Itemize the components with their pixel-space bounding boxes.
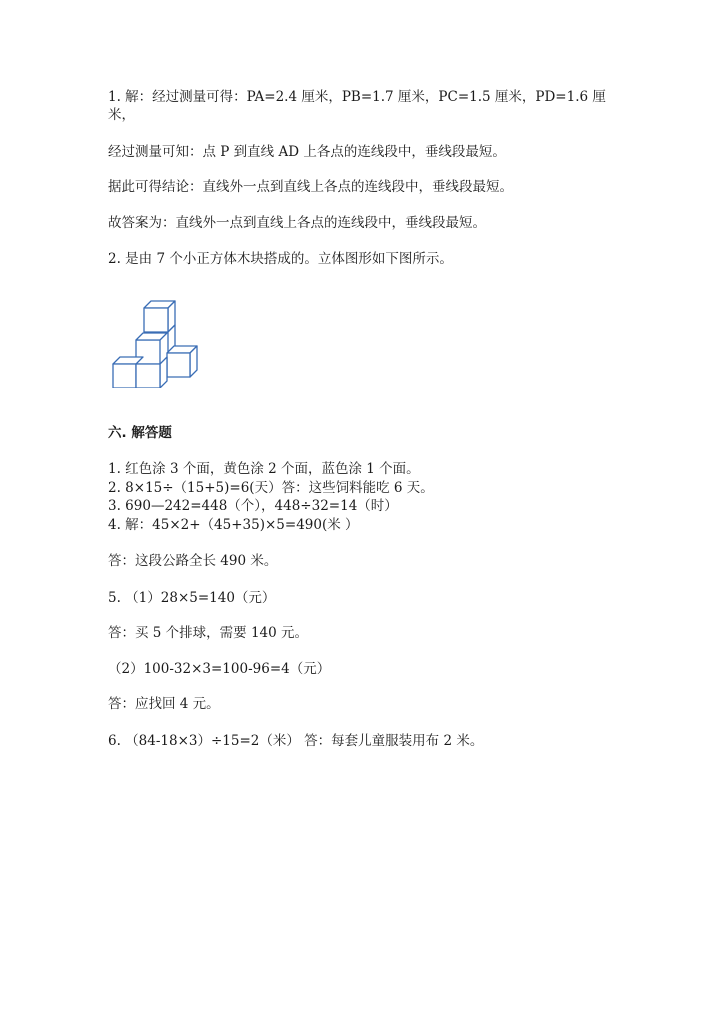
answer-6-4: 4. 解：45×2+（45+35)×5=490(米 ） bbox=[108, 517, 359, 533]
answer-6-2: 2. 8×15÷（15+5)=6(天）答：这些饲料能吃 6 天。 bbox=[108, 480, 434, 496]
answer-1-line-2: 米， bbox=[108, 107, 135, 123]
answer-2-line-1: 2. 是由 7 个小正方体木块搭成的。立体图形如下图所示。 bbox=[108, 251, 453, 267]
answer-6-5-1: 5. （1）28×5=140（元） bbox=[108, 590, 276, 606]
answer-6-1: 1. 红色涂 3 个面，黄色涂 2 个面，蓝色涂 1 个面。 bbox=[108, 461, 420, 477]
cube-side-face bbox=[160, 357, 167, 388]
answer-6-6: 6. （84-18×3）÷15=2（米） 答：每套儿童服装用布 2 米。 bbox=[108, 733, 484, 749]
cube-front-face bbox=[113, 364, 136, 388]
cube-front-face bbox=[167, 353, 190, 377]
section-6-heading: 六. 解答题 bbox=[108, 425, 172, 441]
answer-6-5-2-answer: 答：应找回 4 元。 bbox=[108, 696, 220, 712]
answer-6-5-2: （2）100-32×3=100-96=4（元） bbox=[108, 661, 331, 677]
cube-front-face bbox=[144, 308, 168, 332]
answer-6-3: 3. 690—242=448（个），448÷32=14（时） bbox=[108, 498, 398, 514]
cube-front-face bbox=[136, 364, 160, 388]
answer-1-line-5: 故答案为：直线外一点到直线上各点的连线段中，垂线段最短。 bbox=[108, 215, 486, 231]
answer-1-line-4: 据此可得结论：直线外一点到直线上各点的连线段中，垂线段最短。 bbox=[108, 179, 513, 195]
cube-top-face bbox=[136, 333, 167, 340]
answer-1-line-1: 1. 解：经过测量可得：PA=2.4 厘米，PB=1.7 厘米，PC=1.5 厘米，PD=1.6 厘 bbox=[108, 89, 606, 105]
answer-1-line-3: 经过测量可知：点 P 到直线 AD 上各点的连线段中，垂线段最短。 bbox=[108, 144, 506, 160]
answer-6-5-1-answer: 答：买 5 个排球，需要 140 元。 bbox=[108, 625, 309, 641]
answer-6-4-answer: 答：这段公路全长 490 米。 bbox=[108, 553, 278, 569]
cube-stack-figure bbox=[108, 296, 204, 388]
